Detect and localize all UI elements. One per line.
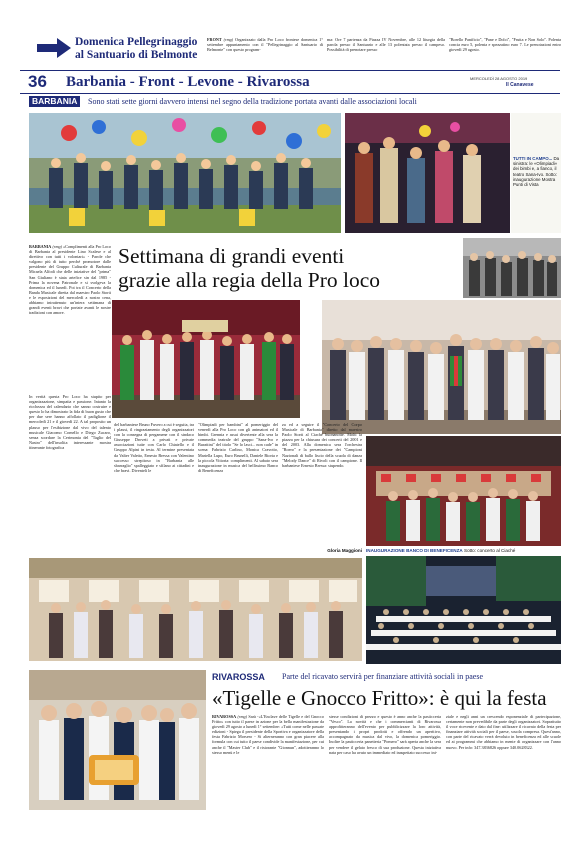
rivarossa-column-2: stesse condizioni di prezzo e questo è anno anche la pasticceria "Vesco". La novità e che i commercianti di Rivarossa approfitteranno dell'evento per pubblicizzare la loro attività, presentando i propri prodotti e offrendo un aperitivo, accompagnato da musica dal vivo, la domenica pomeriggio. Inoltre la pasticceria panetteria "Pomero" sarà aperta anche la sera per vendere il gelato fresco di sua produzione. Questa iniziativa nata per caso ha avuto un immediato ed inaspettato successo ini- [329,714,441,755]
photo-banco-beneficenza [366,436,561,546]
banner-arrow-icon [37,38,71,58]
banner-column-1: FRONT (rmg) Organizzato dalla Pro Loco frontese domenica 1° settembre appuntamento con il "Pellegrinaggio al Santuario di Belmonte" con questo program- [207,37,323,53]
main-column-3: "Olimpiadi per bambini" al pomeriggio del venerdì alla Pro Loco con gli animatori ed il bimbi. Grennia e assai divertente alla sera la commedia teatrale del gruppo "Sana-Ivo e Burattini" del titolo "Se lo lasci... non cade" in scena: Fabrizio Carlino, Monica Cravotto, Mariella Lupo, Euro Brunelli, Daniele Bioria e la piccola Vittoria: complimenti. Al sabato sera inaugurazione in musica del bellissimo Banco di Beneficenza [198,422,278,473]
caption-tutti-in-campo: TUTTI IN CAMPO... Da sinistra: le «Olimpiadi» dei bimbi e, a fianco, il teatro Sana-Ivo. Sotto: inaugurazione Mostra Punti di Vista [513,156,560,188]
main-column-2: del barbaniese Bruno Fuvero a cui è seguita, tra i plausi, il ringraziamento degli organizzatori con la consegna di pergamene con il sindaco Giuseppe Droveti a privati e private associazioni tutte con Carlo Chiatello e il Gruppo Alpini in testa. Al termine presentata da Valter Valetto, Ernesto Bressa con Valentino successo strepitoso in "Barbania alle sbarraglio" spalleggiato e sfilano ai cittadini e che bravi. Diventeli le [114,422,194,473]
photo-olimpiadi-kids [29,113,341,233]
banner-column-2: ma: Ore 7 partenza da Piazza IV Novembre, alle 12 liturgia della parola presso il Santuario e alle 13 polentata presso il campeso. Possibilità di prenotare presso [327,37,445,53]
barbania-headline: Sono stati sette giorni davvero intensi nel segno della tradizione portata avanti dalle associazioni locali [88,97,417,106]
barbania-tag: BARBANIA [29,96,80,107]
header-rule-top [20,70,560,71]
banner-column-3: "Borello Panificio", "Pane e Dolci", "Frutta e Non Solo". Polenta concia euro 5, polenta e spezzatino euro 7. Le prenotazioni entro giovedì 29 agosto. [449,37,561,53]
photo-concerto-ciache [366,556,561,664]
photo-teatro [345,113,510,233]
rivarossa-subtitle: Parte del ricavato servirà per finanziare attività sociali in paese [282,672,484,681]
photo-mostra-punti-di-vista [463,238,561,298]
photo-group-officials [322,300,561,434]
header-date: MERCOLEDÌ 28 AGOSTO 2019 [470,76,528,81]
photo-tigelle-team [29,670,206,810]
newspaper-name: Il Canavese [506,82,534,88]
main-column-4: za ed a seguire il "Concerto del Corpo Musicale di Barbania" diretto dal maestro Paolo Storti al Ciaché buonanotte. Molti la piazza per la chiusura dei concerti del 2001 e del 2003. Alla domenica sera l'orchestra "Roero" e la presentazione dei "Campioni Nazionali di ballo liscio della scuola di danza "Melody Dance" di Rivoli con il campione. Il barbaniese Ernesto Bressa: stupendo. [282,422,362,468]
main-column-1-bottom: In verità questa Pro Loco ha stupito per organizzazione, simpatia e passione. Intanto la ricchezza del calendario che sanno costruire e questo lo ha dimostrato la fida di buon gusto che per due sere hanno affollato il padiglione il mercoledì 21 e il giovedì 22. A tal proposito un plauso per l'esibizione dal vivo del talento musicale Giacomo Cornello e Diego Zucaro, senza scordare la Cerimonia del "Taglio del Nastro" dell'insolita interessante mostra itinerante fotografica [29,394,111,450]
article-signature: Gloria Maggioni [327,548,362,553]
photo-mostra-fotografica [29,558,362,661]
rivarossa-headline: «Tigelle e Gnocco Fritto»: è qui la festa [212,686,547,710]
rivarossa-column-3: ziale e negli anni un crescendo esponenziale di partecipazione, certamente non prevedibile da parte degli organizzatori. Soprattutto il voce ricevente e dato dal fine: utilizzare il ricavato della festa per finanziare attività sociali per il paese, scuola compresa. Quest'anno, con parte del ricavato verrà devoluto in beneficenza ed alle scuole ed ai programmi che abbiamo in mente di organizzare con l'anno nuovo. Per info: 347.3836826 oppure 340.0628322. [446,714,561,750]
rivarossa-tag: RIVAROSSA [212,672,265,682]
photo-ceremony-stage [112,300,300,418]
main-column-1-top: BARBANIA (rmg) «Complimenti alla Pro Loco di Barbania al presidente Lino Scalese e al direttivo con tutti i volontari» - Parole che valgono più di tutto perché promotore dalle presidente del Gruppo Culturale di Barbania Micaela Alfodi che delle iniziative del "prima" San Giuliano è stata artefice sin dal 1985 - Prima la novena Patronale e si svolgeva la domenica ed il lunedì. Poi tra il Concerto della Banda Musicale diretta dal maestro Paolo Storti e le esposizioni del mercoledì a nostro cena, abbiamo intrattenuto un'intera settimana di grandi eventi bravi che portate avanti le nostre tradizioni con amore. [29,244,111,316]
rivarossa-column-1: RIVAROSSA (rmg) Sarà -«L'Enclave delle Tigelle e del Gnocco Fritto» con tutto il paese in azione per la bella manifestazione da giovedì 29 agosto a lunedì 1° settembre: «Tutti come nelle passate edizioni - Spiega il presidente della Sportiva e organizzatore della festa Fabrizio Morsero - Si alterneranno con gran piacere alla formula con cui tutto il paese condivide la manifestazione, per cui anche il "Master Club" e il ristorante "Gionnun", adottteranno lo stesso menù e le [212,714,324,755]
main-headline: Settimana di grandi eventi grazie alla regia della Pro loco [118,244,381,292]
header-rule-bottom [20,93,560,94]
banner-title: Domenica Pellegrinaggio al Santuario di Belmonte [75,36,198,61]
section-title: Barbania - Front - Levone - Rivarossa [66,74,310,90]
caption-banco: INAUGURAZIONE BANCO DI BENEFICENZA Sotto: concerto al Ciaché [366,548,516,553]
page-number: 36 [28,72,47,91]
